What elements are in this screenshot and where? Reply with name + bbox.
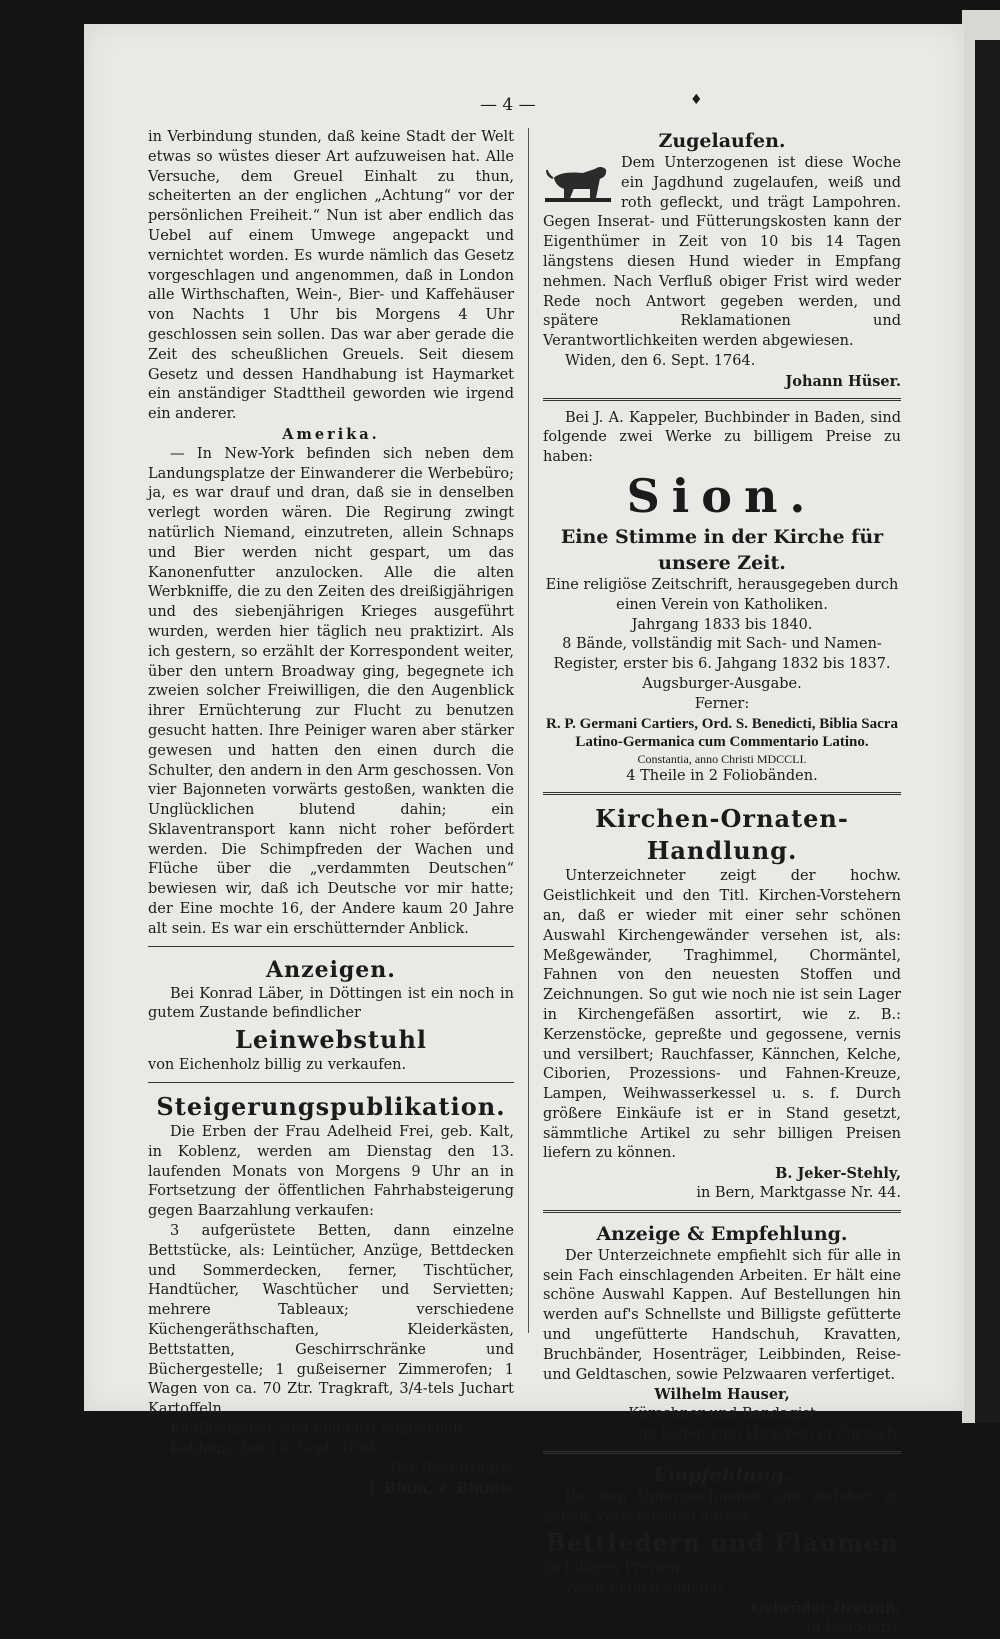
ad-dreifuss-price: zu billigen Preisen. <box>543 1560 685 1577</box>
ad-steigerung-sig1: Der Beauftragte: <box>389 1460 514 1477</box>
ad-dreifuss-text: Bei den Unterzeichneten sind stetsfort zu haben, verschiedene Sorten <box>543 1488 901 1525</box>
ad-sion-sub: Eine Stimme in der Kirche für unsere Zeit. <box>560 525 884 574</box>
ad-laeber-text: Bei Konrad Läber, in Döttingen ist ein noch in gutem Zustande befindlicher <box>148 985 514 1022</box>
ad-steigerung-date: Koblenz, den 10. Sept. 1864. <box>170 1440 382 1457</box>
amerika-article: — In New-York befinden sich neben dem Landungsplatze der Einwanderer die Werbebüro; ja, es war drauf und dran, daß sie in denselben verlegt worden wären. Die Regirung zwingt natürlich Niemand, einzutreten, allein Schnaps und Bier werden nicht gespart, um das Kanonenfutter anzulocken. Alle die alten Werbkniffe, die zu den Zeiten des dreißigjährigen und des siebenjährigen Krieges ausgeführt wurden, werden hier täglich neu praktizirt. Als ich gestern, so erzählt der Korrespondent weiter, über den untern Broadway ging, begegnete ich zweien solcher Freiwilligen, die den Augenblick ihrer Ernüchterung zur Flucht zu benutzen gesucht hatten. Ihre Peiniger waren aber stärker gewesen und hatten den einen durch die Schulter, den andern in den Arm geschossen. Von vier Bajonneten vorwärts gestoßen, wankten die Unglücklichen blutend dahin; ein Sklaventransport kann nicht roher befördert werden. Die Schimpfreden der Wachen und Flüche über die „verdammten Deutschen“ bewiesen wir, daß ich Deutsche vor mir hatte; der Eine mochte 16, der Andere kaum 20 Jahre alt sein. Es war ein erschütternder Anblick. <box>148 445 514 937</box>
ad-ornaten-text: Unterzeichneter zeigt der hochw. Geistlichkeit und den Titl. Kirchen-Vorstehern an, daß er wieder mit einer sehr schönen Auswahl Kirchengewänder versehen ist, als: Meßgewänder, Traghimmel, Chormäntel, Fahnen von den neuesten Stoffen und Zeichnungen. So gut wie noch nie ist sein Lager in Kirchengefäßen assortirt, wie z. B.: Kerzenstöcke, gepreßte und gegossene, vernis und versilbert; Rauchfasser, Kännchen, Kelche, Ciborien, Prozessions- und Fahnen-Kreuze, Lampen, Weihwasserkessel u. s. f. Durch größere Einkäufe ist er in Stand gesetzt, sämmtliche Artikel zu sehr billigen Preisen liefern zu können. <box>543 868 901 1162</box>
ad-steigerung-p1: Die Erben der Frau Adelheid Frei, geb. Kalt, in Koblenz, werden am Dienstag den 13. laufenden Monats von Morgens 9 Uhr an in Fortsetzung der öffentlichen Fahrhabsteigerung gegen Baarzahlung verkaufen: <box>148 1124 514 1220</box>
ad-sion-l4: Augsburger-Ausgabe. <box>642 675 802 692</box>
ad-hauser-title: Anzeige & Empfehlung. <box>596 1222 848 1245</box>
column-divider <box>528 128 529 1333</box>
section-rule <box>543 1451 901 1454</box>
ad-kappeler-intro: Bei J. A. Kappeler, Buchbinder in Baden, sind folgende zwei Werke zu billigem Preise zu haben: <box>543 409 901 466</box>
section-rule <box>543 792 901 795</box>
anzeigen-heading: Anzeigen. <box>266 956 396 983</box>
page-number: — 4 — <box>480 95 536 115</box>
ad-sion-l2: Jahrgang 1833 bis 1840. <box>631 616 813 633</box>
ad-steigerung-sig2: J. Blum, z. Blume. <box>368 1480 514 1498</box>
ad-dreifuss-invite: Wozu höflich einladet <box>565 1580 724 1597</box>
ad-hauser-addr: im Laden zum Hirschen in Zurzach. <box>637 1426 901 1443</box>
ad-sion-l1: Eine religiöse Zeitschrift, herausgegeben durch einen Verein von Katholiken. <box>545 576 899 613</box>
ad-sion-title: Sion. <box>626 468 818 523</box>
section-rule <box>148 1082 514 1083</box>
section-rule <box>543 1210 901 1213</box>
ad-hauser-sig: Wilhelm Hauser, <box>654 1386 790 1404</box>
ad-biblia-const: Constantia, anno Christi MDCCLI. <box>637 751 807 766</box>
ad-ornaten-sig: B. Jeker-Stehly, <box>775 1165 901 1183</box>
ad-hauser-role: Kürschner und Bandagist <box>628 1406 816 1423</box>
ad-zugelaufen-title: Zugelaufen. <box>658 130 786 152</box>
ad-laeber-title: Leinwebstuhl <box>234 1025 428 1055</box>
left-column <box>148 128 514 1499</box>
ad-dreifuss-big: Bettfedern und Flaumen <box>545 1528 899 1558</box>
ad-dreifuss-place: in Leuggern. <box>806 1619 901 1636</box>
scan-border <box>975 40 1000 1423</box>
ornament-dot: ♦ <box>690 92 703 108</box>
ad-steigerung-title: Steigerungspublikation. <box>156 1092 506 1122</box>
ad-ornaten-title: Kirchen-Ornaten-Handlung. <box>595 804 849 866</box>
amerika-heading: Amerika. <box>282 425 380 443</box>
ad-ornaten-addr: in Bern, Marktgasse Nr. 44. <box>696 1185 901 1202</box>
ad-laeber-sub: von Eichenholz billig zu verkaufen. <box>148 1057 407 1074</box>
ad-zugelaufen-text: Dem Unterzogenen ist diese Woche ein Jagdhund zugelaufen, weiß und roth gefleckt, und trägt Lampohren. Gegen Inserat- und Fütterungskosten kann der Eigenthümer in Zeit von 10 bis 14 Tagen längstens diesen Hund wieder in Empfang nehmen. Nach Verfluß obiger Frist wird weder Rede noch Antwort gegeben werden, und spätere Reklamationen und Verantwortlichkeiten werden abgewiesen. <box>543 155 901 350</box>
section-rule <box>543 398 901 401</box>
section-rule <box>148 946 514 947</box>
ad-sion-l3: 8 Bände, vollständig mit Sach- und Namen-Register, erster bis 6. Jahgang 1832 bis 1837. <box>553 636 891 673</box>
ad-sion-ferner: Ferner: <box>694 695 750 712</box>
ad-dreifuss-title: Empfehlung. <box>653 1463 791 1486</box>
ad-steigerung-p3: Kaufliebhaber sind höflichst eingeladen. <box>170 1421 467 1438</box>
ad-zugelaufen-date: Widen, den 6. Sept. 1764. <box>565 352 756 369</box>
ad-biblia-vol: 4 Theile in 2 Foliobänden. <box>626 767 818 784</box>
ad-hauser-text: Der Unterzeichnete empfiehlt sich für alle in sein Fach einschlagenden Arbeiten. Er hält eine schöne Auswahl Kappen. Auf Bestellungen hin werden auf's Schnellste und Billigste gefütterte und ungefütterte Handschuh, Kravatten, Bruchbänder, Hosenträger, Leibbinden, Reise- und Geldtaschen, sowie Pelzwaaren verfertiget. <box>543 1247 901 1383</box>
ad-dreifuss-sig: Gebrüder Dreifuß, <box>751 1600 901 1618</box>
continued-article: in Verbindung stunden, daß keine Stadt der Welt etwas so wüstes dieser Art aufzuweisen hat. Alle Versuche, dem Greuel Einhalt zu thun, scheiterten an der englichen „Achtung“ vor der persönlichen Freiheit.“ Nun ist aber endlich das Uebel auf einem Umwege angepackt und vernichtet worden. Es wurde nämlich das Gesetz vorgeschlagen und angenommen, daß in London alle Wirthschaften, Wein-, Bier- und Kaffehäuser von Nachts 1 Uhr bis Morgens 4 Uhr geschlossen sein sollen. Das war aber gerade die Zeit des scheußlichen Greuels. Seit diesem Gesetz und dessen Handhabung ist Haymarket ein anständiger Stadttheil geworden wie irgend ein anderer. <box>148 129 514 423</box>
ad-zugelaufen-sig: Johann Hüser. <box>785 372 901 390</box>
ad-steigerung-p2: 3 aufgerüstete Betten, dann einzelne Bettstücke, als: Leintücher, Anzüge, Bettdecken und Sommerdecken, ferner, Tischtücher, Handtücher, Waschtücher und Servietten; mehrere Tableaux; verschiedene Küchengeräthschaften, Kleiderkästen, Bettstatten, Geschirrschränke und Büchergestelle; 1 gußeiserner Zimmerofen; 1 Wagen von ca. 70 Ztr. Tragkraft, 3/4-tels Juchart Kartoffeln. <box>148 1223 514 1418</box>
dog-icon <box>543 158 613 204</box>
right-column <box>543 128 901 1639</box>
ad-biblia-latin: R. P. Germani Cartiers, Ord. S. Benedicti, Biblia Sacra Latino-Germanica cum Commentario Latino. <box>546 715 898 750</box>
